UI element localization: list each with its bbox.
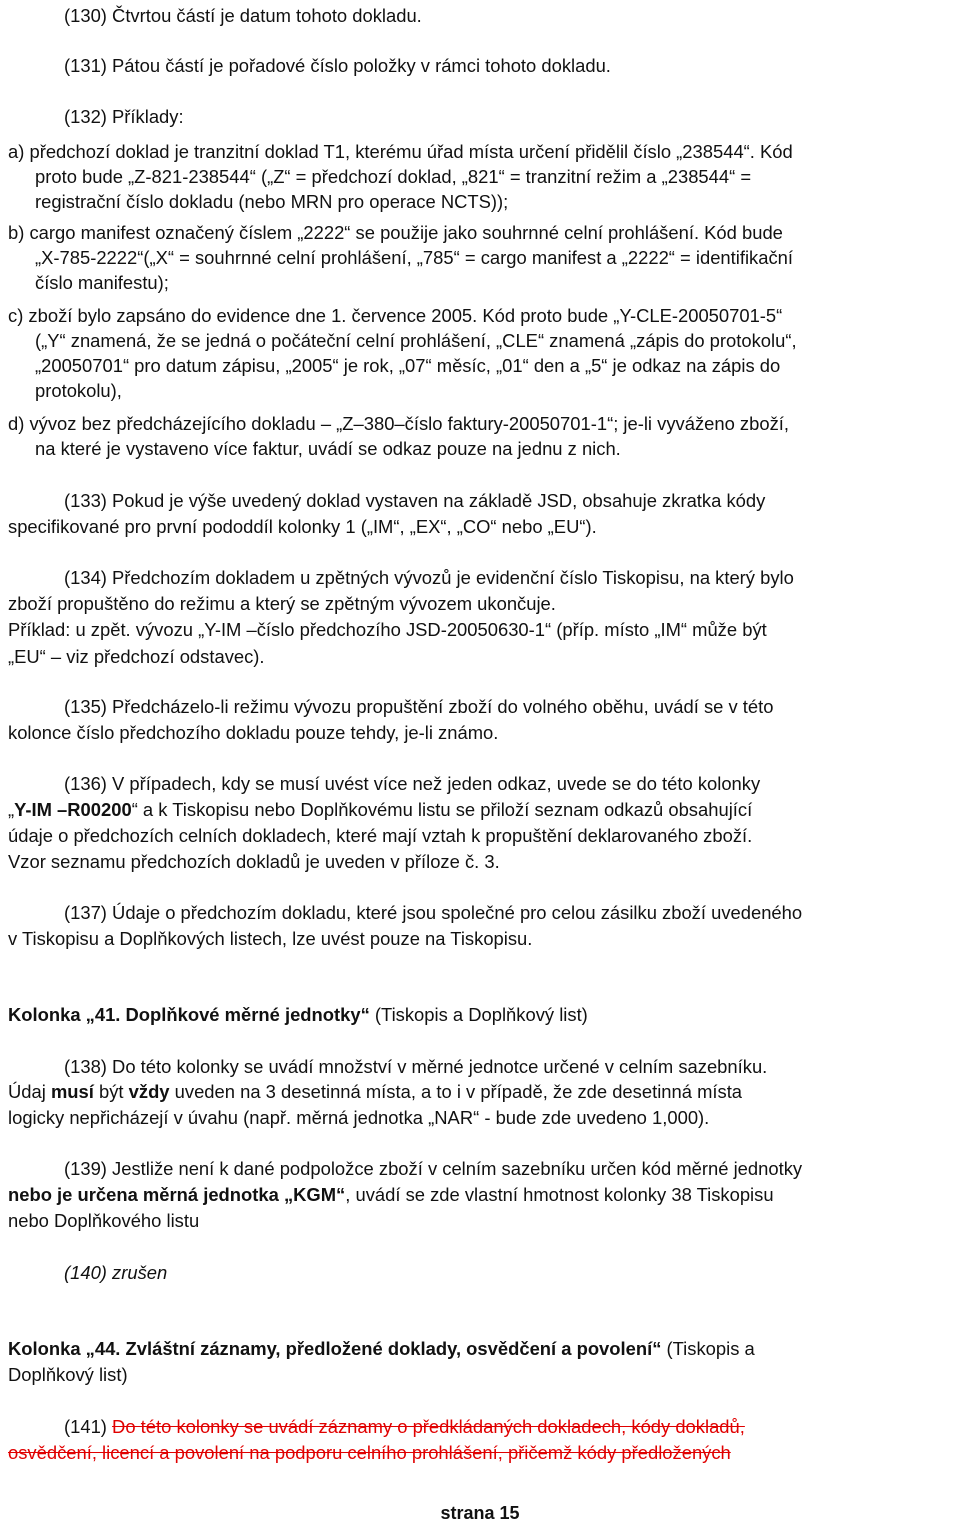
paragraph-141-line-1 xyxy=(64,1416,745,1438)
paragraph-141-number: (141) xyxy=(64,1416,113,1437)
paragraph-132-heading: (132) Příklady: xyxy=(64,106,184,127)
emphasis-musi: musí xyxy=(50,1081,94,1102)
paragraph-136-line-2 xyxy=(8,799,752,821)
section-heading-44-line-2: Doplňkový list) xyxy=(8,1364,128,1385)
paragraph-133-line-2: specifikované pro první pododdíl kolonky 1 („IM“, „EX“, „CO“ nebo „EU“). xyxy=(8,516,597,537)
example-c-line-1: c) zboží bylo zapsáno do evidence dne 1. července 2005. Kód proto bude „Y-CLE-20050701-5“ xyxy=(8,305,783,326)
paragraph-135-line-2: kolonce číslo předchozího dokladu pouze tehdy, je-li známo. xyxy=(8,722,499,743)
example-a-line-3: registrační číslo dokladu (nebo MRN pro operace NCTS)); xyxy=(35,191,509,212)
paragraph-134-line-1: (134) Předchozím dokladem u zpětných vývozů je evidenční číslo Tiskopisu, na který bylo xyxy=(64,567,794,588)
quote-open: „ xyxy=(8,799,15,820)
paragraph-136-line-3: údaje o předchozích celních dokladech, které mají vztah k propuštění deklarovaného zboží. xyxy=(8,825,753,846)
paragraph-134-line-3: Příklad: u zpět. vývozu „Y-IM –číslo předchozího JSD-20050630-1“ (příp. místo „IM“ může být xyxy=(8,619,767,640)
paragraph-134-line-2: zboží propuštěno do režimu a který se zpětným vývozem ukončuje. xyxy=(8,593,556,614)
text-span: , uvádí se zde vlastní hmotnost kolonky 38 Tiskopisu xyxy=(345,1184,774,1205)
paragraph-138-line-2 xyxy=(8,1081,742,1103)
paragraph-136-line-4: Vzor seznamu předchozích dokladů je uveden v příloze č. 3. xyxy=(8,851,500,872)
text-span: Údaj xyxy=(8,1081,51,1102)
paragraph-140: (140) zrušen xyxy=(64,1262,168,1283)
example-c-line-3: „20050701“ pro datum zápisu, „2005“ je rok, „07“ měsíc, „01“ den a „5“ je odkaz na zápis do xyxy=(35,355,781,376)
text-span: uveden na 3 desetinná místa, a to i v případě, že zde desetinná místa xyxy=(169,1081,743,1102)
paragraph-137-line-1: (137) Údaje o předchozím dokladu, které jsou společné pro celou zásilku zboží uvedeného xyxy=(64,902,803,923)
example-b-line-1: b) cargo manifest označený číslem „2222“ se použije jako souhrnné celní prohlášení. Kód bude xyxy=(8,222,783,243)
paragraph-139-line-3: nebo Doplňkového listu xyxy=(8,1210,200,1231)
example-a-line-1: a) předchozí doklad je tranzitní doklad T1, kterému úřad místa určení přidělil číslo „238544“. Kód xyxy=(8,141,793,162)
example-c-line-2: („Y“ znamená, že se jedná o počáteční celní prohlášení, „CLE“ znamená „zápis do protokolu“, xyxy=(35,330,797,351)
section-44-title: Kolonka „44. Zvláštní záznamy, předložené doklady, osvědčení a povolení“ xyxy=(8,1338,662,1359)
paragraph-139-line-2 xyxy=(8,1184,774,1206)
example-d-line-1: d) vývoz bez předcházejícího dokladu – „Z–380–číslo faktury-20050701-1“; je-li vyváženo zboží, xyxy=(8,413,790,434)
text-span: být xyxy=(93,1081,129,1102)
section-44-scope: (Tiskopis a xyxy=(661,1338,755,1359)
paragraph-136-line-1: (136) V případech, kdy se musí uvést více než jeden odkaz, uvede se do této kolonky xyxy=(64,773,761,794)
paragraph-141-line-2-deleted: osvědčení, licencí a povolení na podporu celního prohlášení, přičemž kódy předložených xyxy=(8,1442,731,1463)
paragraph-138-line-1: (138) Do této kolonky se uvádí množství v měrné jednotce určené v celním sazebníku. xyxy=(64,1056,768,1077)
example-d-line-2: na které je vystaveno více faktur, uvádí se odkaz pouze na jednu z nich. xyxy=(35,438,621,459)
section-heading-41 xyxy=(8,1004,588,1026)
code-y-im: Y-IM –R00200 xyxy=(14,799,132,820)
paragraph-136-line-2-rest: “ a k Tiskopisu nebo Doplňkovému listu se přiloží seznam odkazů obsahující xyxy=(131,799,753,820)
page-number: strana 15 xyxy=(440,1503,520,1523)
example-b-line-3: číslo manifestu); xyxy=(35,272,169,293)
emphasis-vzdy: vždy xyxy=(128,1081,170,1102)
example-a-line-2: proto bude „Z-821-238544“ („Z“ = předchozí doklad, „821“ = tranzitní režim a „238544“ = xyxy=(35,166,752,187)
paragraph-138-line-3: logicky nepřicházejí v úvahu (např. měrná jednotka „NAR“ - bude zde uvedeno 1,000). xyxy=(8,1107,710,1128)
paragraph-133-line-1: (133) Pokud je výše uvedený doklad vystaven na základě JSD, obsahuje zkratka kódy xyxy=(64,490,766,511)
section-41-scope: (Tiskopis a Doplňkový list) xyxy=(369,1004,588,1025)
section-41-title: Kolonka „41. Doplňkové měrné jednotky“ xyxy=(8,1004,370,1025)
section-heading-44 xyxy=(8,1338,755,1360)
example-b-line-2: „X-785-2222“(„X“ = souhrnné celní prohlášení, „785“ = cargo manifest a „2222“ = identifikační xyxy=(35,247,794,268)
paragraph-135-line-1: (135) Předcházelo-li režimu vývozu propuštění zboží do volného oběhu, uvádí se v této xyxy=(64,696,774,717)
emphasis-kgm: nebo je určena měrná jednotka „KGM“ xyxy=(8,1184,346,1205)
paragraph-139-line-1: (139) Jestliže není k dané podpoložce zboží v celním sazebníku určen kód měrné jednotky xyxy=(64,1158,803,1179)
paragraph-137-line-2: v Tiskopisu a Doplňkových listech, lze uvést pouze na Tiskopisu. xyxy=(8,928,533,949)
paragraph-134-line-4: „EU“ – viz předchozí odstavec). xyxy=(8,646,265,667)
paragraph-130: (130) Čtvrtou částí je datum tohoto dokladu. xyxy=(64,5,422,26)
deleted-text: Do této kolonky se uvádí záznamy o předkládaných dokladech, kódy dokladů, xyxy=(112,1416,745,1437)
paragraph-131: (131) Pátou částí je pořadové číslo položky v rámci tohoto dokladu. xyxy=(64,55,611,76)
example-c-line-4: protokolu), xyxy=(35,380,122,401)
